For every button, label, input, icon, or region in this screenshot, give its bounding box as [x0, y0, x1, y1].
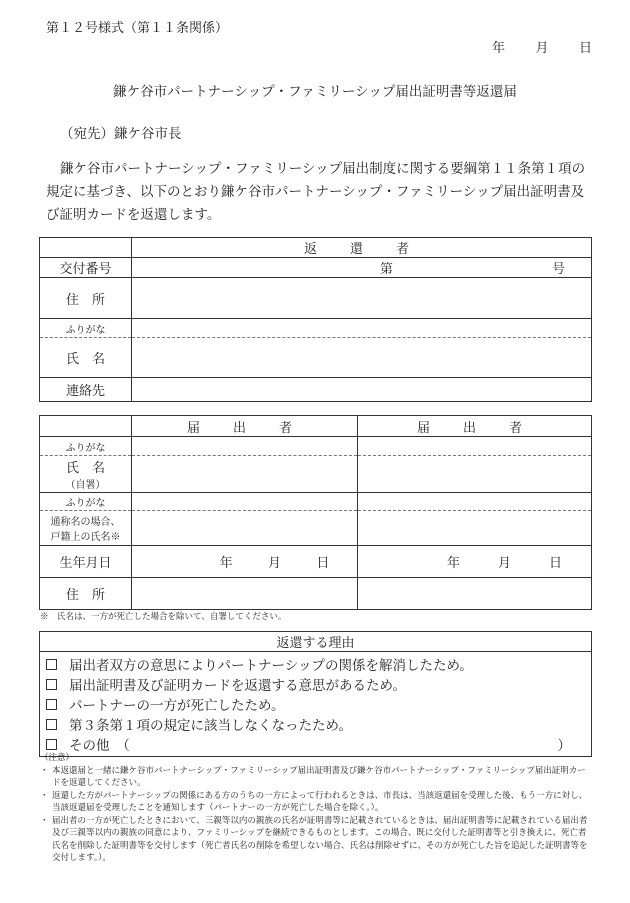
reason-option-3[interactable]: [40, 694, 592, 714]
notifier-furigana-label: ふりがな: [40, 437, 132, 456]
reason-label-3: パートナーの一方が死亡したため。: [69, 698, 285, 714]
notes-section: [40, 752, 590, 865]
reason-option-4[interactable]: [40, 714, 592, 734]
returner-header: 返 還 者: [132, 238, 592, 258]
returner-address-field[interactable]: [132, 278, 592, 319]
returner-address-label: 住 所: [40, 278, 132, 319]
birth-year-label: 年: [446, 556, 460, 571]
reason-label-2: 届出証明書及び証明カードを返還する意思があるため。: [69, 678, 406, 694]
notifier-table-corner: [40, 416, 132, 437]
form-number: 第１２号様式（第１１条関係）: [46, 21, 229, 36]
addressee: （宛先）鎌ケ谷市長: [60, 126, 182, 142]
checkbox-icon[interactable]: [46, 739, 57, 750]
notifier2-name-field[interactable]: [358, 456, 592, 493]
returner-contact-label: 連絡先: [40, 378, 132, 402]
note-item: [40, 815, 590, 865]
alias-label-cell: [40, 511, 132, 546]
reasons-table: [39, 631, 592, 757]
notifier2-birthdate-field[interactable]: [358, 546, 592, 578]
bullet-icon: ・: [40, 765, 49, 776]
notifier2-furigana-field[interactable]: [358, 437, 592, 456]
other-close-paren: ）: [557, 738, 571, 754]
page-title: 鎌ケ谷市パートナーシップ・ファミリーシップ届出証明書等返還届: [113, 84, 517, 100]
bullet-icon: ・: [40, 815, 49, 826]
note-text-3: 届出者の一方が死亡したときにおいて、三親等以内の親族の氏名が証明書等に記載されているときは、届出証明書等に記載されている届出者及び三親等以内の親族の同意により、ファミリーシップを継続できるものとします。この場合、既に交付した証明書等と引き換えに、死亡者氏名を削除した証明書等を交付します（死亡者氏名の削除を希望しない場合、氏名は削除せずに、その方が死亡した旨を追記した証明書等を交付します。）。: [52, 815, 588, 863]
issue-number-prefix: 第: [379, 262, 393, 277]
checkbox-icon[interactable]: [46, 679, 57, 690]
issue-number-field[interactable]: [132, 258, 592, 278]
alias-furigana-label: ふりがな: [40, 493, 132, 511]
notifier1-address-field[interactable]: [132, 578, 358, 610]
notifier-header-1: 届 出 者: [132, 416, 358, 437]
signature-note: （自署）: [65, 480, 106, 491]
notifier-header-2: 届 出 者: [358, 416, 592, 437]
returner-table-corner: [40, 238, 132, 258]
date-month-label: 月: [535, 41, 549, 56]
returner-name-label: 氏 名: [40, 338, 132, 378]
reason-option-1[interactable]: [40, 652, 592, 675]
returner-furigana-label: ふりがな: [40, 319, 132, 338]
birthdate-label: 生年月日: [40, 546, 132, 578]
birth-month-label: 月: [497, 556, 511, 571]
alias-label-line2: 戸籍上の氏名※: [50, 532, 121, 543]
notifier-table: [39, 415, 592, 610]
date-year-label: 年: [492, 41, 506, 56]
issue-number-label: 交付番号: [40, 258, 132, 278]
reasons-header: 返還する理由: [40, 632, 592, 652]
reason-label-4: 第３条第１項の規定に該当しなくなったため。: [69, 718, 352, 734]
birth-year-label: 年: [219, 556, 233, 571]
notifier-name-label: 氏 名: [65, 461, 105, 476]
notifier1-birthdate-field[interactable]: [132, 546, 358, 578]
notifier1-furigana-field[interactable]: [132, 437, 358, 456]
returner-contact-field[interactable]: [132, 378, 592, 402]
returner-table: [39, 237, 592, 402]
reason-label-1: 届出者双方の意思によりパートナーシップの関係を解消したため。: [69, 658, 473, 674]
returner-furigana-field[interactable]: [132, 319, 592, 338]
submission-date: [492, 37, 592, 56]
bullet-icon: ・: [40, 790, 49, 801]
signature-footnote: ※ 氏名は、一方が死亡した場合を除いて、自署してください。: [40, 612, 287, 622]
note-text-2: 返還した方がパートナーシップの関係にある方のうちの一方によって行われるときは、市長は、当該返還届を受理した後、もう一方に対し、当該返還届を受理したことを通知します（パートナーの一方が死亡した場合を除く。）。: [52, 790, 588, 813]
intro-paragraph: 鎌ケ谷市パートナーシップ・ファミリーシップ届出制度に関する要綱第１１条第１項の規定に基づき、以下のとおり鎌ケ谷市パートナーシップ・ファミリーシップ届出証明書及び証明カードを返還します。: [46, 161, 586, 223]
issue-number-suffix: 号: [552, 262, 566, 277]
notifier1-alias-furigana-field[interactable]: [132, 493, 358, 511]
notifier2-alias-furigana-field[interactable]: [358, 493, 592, 511]
note-item: [40, 765, 590, 790]
reason-option-2[interactable]: [40, 674, 592, 694]
birth-day-label: 日: [316, 556, 330, 571]
notifier-name-label-cell: [40, 456, 132, 493]
notifier2-address-field[interactable]: [358, 578, 592, 610]
date-day-label: 日: [578, 41, 592, 56]
notifier1-name-field[interactable]: [132, 456, 358, 493]
birth-month-label: 月: [267, 556, 281, 571]
note-item: [40, 790, 590, 815]
alias-label-line1: 通称名の場合、: [50, 517, 121, 528]
checkbox-icon[interactable]: [46, 699, 57, 710]
checkbox-icon[interactable]: [46, 659, 57, 670]
notifier-address-label: 住 所: [40, 578, 132, 610]
birth-day-label: 日: [548, 556, 562, 571]
checkbox-icon[interactable]: [46, 719, 57, 730]
notes-title: （注意）: [40, 753, 75, 763]
reason-label-other: その他 （: [69, 738, 130, 754]
returner-name-field[interactable]: [132, 338, 592, 378]
notifier2-legal-name-field[interactable]: [358, 511, 592, 546]
note-text-1: 本返還届と一緒に鎌ケ谷市パートナーシップ・ファミリーシップ届出証明書及び鎌ケ谷市パートナーシップ・ファミリーシップ届出証明カードを返還してください。: [52, 765, 586, 788]
notifier1-legal-name-field[interactable]: [132, 511, 358, 546]
